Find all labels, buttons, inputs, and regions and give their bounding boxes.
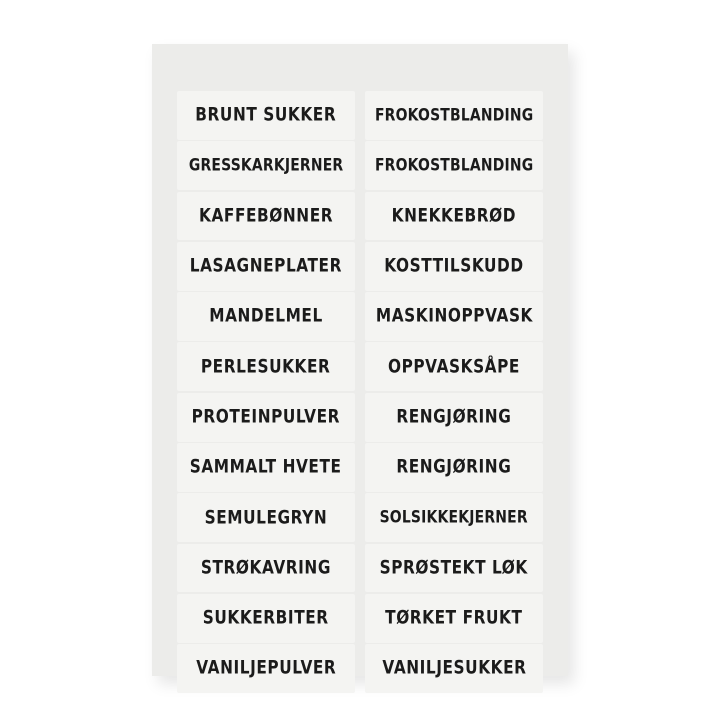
label-text: SUKKERBITER [203,606,329,629]
label-text: SOLSIKKEKJERNER [379,507,529,528]
label-text: MANDELMEL [209,305,323,327]
label-item[interactable] [177,192,355,241]
label-item[interactable] [365,594,543,643]
label-item[interactable] [365,141,543,190]
label-text: MASKINOPPVASK [375,305,533,327]
label-item[interactable] [177,443,355,492]
label-item[interactable] [365,192,543,241]
label-text: GRESSKARKJERNER [188,155,344,176]
label-item[interactable] [365,493,543,542]
label-text: RENGJØRING [396,405,512,427]
label-text: SPRØSTEKT LØK [379,556,529,578]
label-item[interactable] [177,342,355,391]
label-item[interactable] [177,393,355,442]
label-item[interactable] [177,544,355,593]
label-item[interactable] [365,292,543,341]
label-item[interactable] [365,91,543,140]
label-text: FROKOSTBLANDING [374,155,534,176]
label-text: KOSTTILSKUDD [384,254,524,277]
label-sheet [152,44,568,679]
label-item[interactable] [365,393,543,442]
label-text: PERLESUKKER [201,355,331,377]
label-item[interactable] [365,443,543,492]
label-text: FROKOSTBLANDING [374,104,534,125]
label-item[interactable] [177,594,355,643]
label-item[interactable] [177,292,355,341]
label-text: OPPVASKSÅPE [387,355,520,377]
label-item[interactable] [177,493,355,542]
label-item[interactable] [365,644,543,693]
label-text: RENGJØRING [396,455,512,478]
label-item[interactable] [177,141,355,190]
label-text: KAFFEBØNNER [198,204,334,226]
label-grid [152,44,568,679]
label-item[interactable] [177,242,355,291]
label-item[interactable] [365,342,543,391]
label-item[interactable] [365,544,543,593]
label-text: VANILJEPULVER [195,657,337,679]
label-text: PROTEINPULVER [191,405,341,427]
label-text: STRØKAVRING [200,556,332,578]
label-text: KNEKKEBRØD [391,204,517,226]
label-item[interactable] [177,91,355,140]
label-text: TØRKET FRUKT [385,606,523,629]
label-text: LASAGNEPLATER [189,254,343,277]
label-text: SAMMALT HVETE [190,455,342,478]
label-item[interactable] [177,644,355,693]
label-text: SEMULEGRYN [204,506,328,528]
label-text: BRUNT SUKKER [195,103,337,126]
label-text: VANILJESUKKER [381,657,527,679]
label-item[interactable] [365,242,543,291]
